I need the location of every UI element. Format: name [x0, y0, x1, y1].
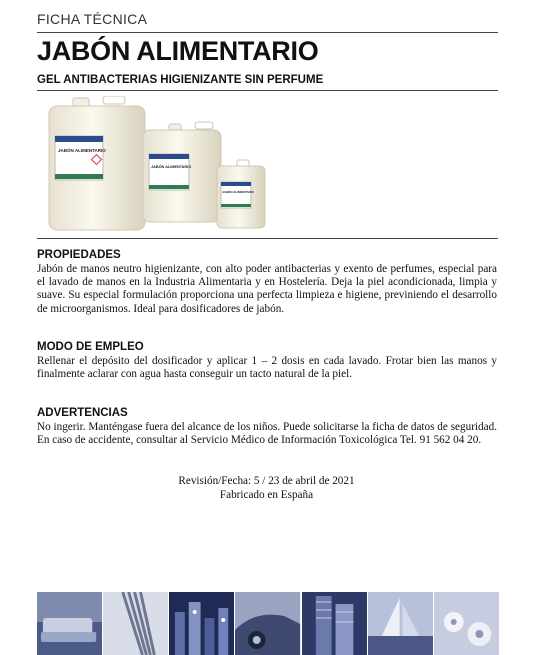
advertencias-heading: ADVERTENCIAS — [37, 407, 128, 419]
product-subtitle: GEL ANTIBACTERIAS HIGIENIZANTE SIN PERFUME — [37, 74, 324, 86]
image-rule — [37, 238, 498, 239]
flowers-photo — [434, 592, 499, 655]
advertencias-body: No ingerir. Manténgase fuera del alcance de los niños. Puede solicitarse la ficha de datos de seguridad. En caso de accidente, consultar al Servicio Médico de Información Toxicológica Tel. 91 562 04 20. — [37, 421, 497, 447]
city-night-photo — [169, 592, 235, 655]
propiedades-body: Jabón de manos neutro higienizante, con alto poder antibacterias y exento de perfumes, especial para el lavado de manos en la Industria Alimentaria y en Hostelería. Deja la piel acondicionada, limpia y suave. Su especial formulación proporciona una perfecta limpieza e higiene, previniendo el desarrollo de microorganismos. Ideal para dosificadores de jabón. — [37, 263, 497, 315]
subtitle-rule — [37, 90, 498, 91]
product-containers-image — [45, 96, 275, 236]
car-photo — [235, 592, 301, 655]
propiedades-heading: PROPIEDADES — [37, 249, 121, 261]
small-container-label: JABÓN ALIMENTARIO — [222, 190, 254, 194]
product-title: JABÓN ALIMENTARIO — [37, 36, 319, 66]
skyscraper-photo — [302, 592, 368, 655]
fork-photo — [103, 592, 169, 655]
document-type-label: FICHA TÉCNICA — [37, 11, 148, 27]
medium-container-label: JABÓN ALIMENTARIO — [151, 165, 192, 169]
large-container-label: JABÓN ALIMENTARIO — [58, 148, 106, 153]
footer-photo-strip — [37, 592, 499, 655]
sailboat-photo — [368, 592, 434, 655]
small-container — [217, 160, 265, 228]
sofa-photo — [37, 592, 103, 655]
modo-empleo-body: Rellenar el depósito del dosificador y aplicar 1 – 2 dosis en cada lavado. Frotar bien las manos y finalmente aclarar con agua hasta conseguir un tacto natural de la piel. — [37, 355, 497, 381]
large-container — [49, 96, 145, 230]
medium-container — [143, 122, 221, 222]
made-in-label: Fabricado en España — [219, 489, 314, 501]
header-rule — [37, 32, 498, 33]
modo-empleo-heading: MODO DE EMPLEO — [37, 341, 144, 353]
revision-date: Revisión/Fecha: 5 / 23 de abril de 2021 — [178, 475, 355, 487]
